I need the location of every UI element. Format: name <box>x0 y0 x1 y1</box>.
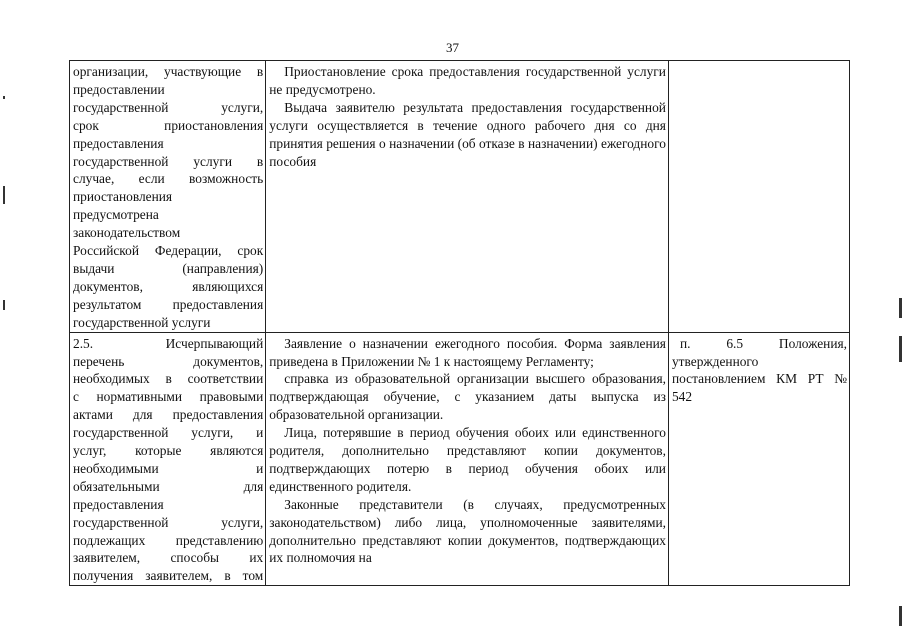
requirement-name-line: документов, являющихся <box>73 278 264 294</box>
requirement-name-line: подлежащих представлению <box>73 532 264 548</box>
regulation-table <box>69 60 850 586</box>
requirement-name-line: получения заявителем, в том <box>73 568 264 584</box>
requirement-name-line: перечень документов, <box>73 353 264 369</box>
requirement-name-line: необходимыми и <box>73 460 264 476</box>
page-number: 37 <box>446 40 459 55</box>
requirement-content-cell <box>266 332 669 586</box>
content-paragraph: Приостановление срока предоставления государственной услуги не предусмотрено. <box>269 64 666 97</box>
requirement-name-line: случае, если возможность <box>73 171 264 187</box>
scan-mark <box>899 298 902 318</box>
requirement-name-line: законодательством <box>73 225 181 241</box>
requirement-name-line: организации, участвующие в <box>73 64 264 79</box>
requirement-name-line: государственной услуги <box>73 314 211 330</box>
requirement-name-line: государственной услуги, <box>73 514 264 530</box>
legal-basis-cell <box>668 332 849 586</box>
requirement-name-line: актами для предоставления <box>73 407 264 423</box>
scan-mark <box>3 186 5 204</box>
requirement-name-line: предоставлении <box>73 81 165 97</box>
requirement-name-cell <box>70 332 266 586</box>
content-paragraph: справка из образовательной организации высшего образования, подтверждающая обучение, с указанием даты выпуска из образовательной организации. <box>269 371 666 423</box>
table-row <box>70 61 850 333</box>
requirement-name-line: государственной услуги в <box>73 153 264 169</box>
requirement-name-line: предоставления <box>73 496 164 512</box>
requirement-name-line: 2.5. Исчерпывающий <box>73 335 264 351</box>
scan-mark <box>3 96 5 99</box>
legal-basis-text: п. 6.5 Положения, утвержденного постановлением КМ РТ № 542 <box>671 335 847 405</box>
requirement-content-cell <box>266 61 669 333</box>
content-paragraph: Заявление о назначении ежегодного пособия. Форма заявления приведена в Приложении № 1 к настоящему Регламенту; <box>269 335 666 369</box>
legal-basis-cell <box>668 61 849 333</box>
requirement-name-line: результатом предоставления <box>73 296 264 312</box>
requirement-name-line: с нормативными правовыми <box>73 389 264 405</box>
scan-mark <box>3 300 5 310</box>
requirement-name-line: предоставления <box>73 135 164 151</box>
requirement-name-line: срок приостановления <box>73 117 264 133</box>
requirement-name-line: услуг, которые являются <box>73 443 264 459</box>
requirement-name-line: обязательными для <box>73 478 264 494</box>
scan-mark <box>899 606 902 626</box>
content-paragraph: Выдача заявителю результата предоставления государственной услуги осуществляется в течение одного рабочего дня со дня принятия решения о назначении (об отказе в назначении) ежегодного пособия <box>269 99 666 169</box>
content-paragraph: Законные представители (в случаях, предусмотренных законодательством) либо лица, уполномоченные заявителями, дополнительно представляют копии документов, подтверждающих их полномочия на <box>269 496 666 566</box>
requirement-name-line: выдачи (направления) <box>73 260 264 276</box>
scan-mark <box>899 336 902 362</box>
requirement-name-line: приостановления <box>73 189 173 205</box>
content-paragraph: Лица, потерявшие в период обучения обоих или единственного родителя, дополнительно представляют копии документов, подтверждающих потерю в период обучения обоих или единственного родителя. <box>269 425 666 494</box>
requirement-name-line: необходимых в соответствии <box>73 371 264 387</box>
requirement-name-line: государственной услуги, и <box>73 425 264 441</box>
requirement-name-line: заявителем, способы их <box>73 550 264 566</box>
requirement-name-cell <box>70 61 266 333</box>
requirement-name-line: государственной услуги, <box>73 99 264 115</box>
requirement-name-line: предусмотрена <box>73 207 159 223</box>
table-row <box>70 332 850 586</box>
requirement-name-line: Российской Федерации, срок <box>73 243 264 259</box>
